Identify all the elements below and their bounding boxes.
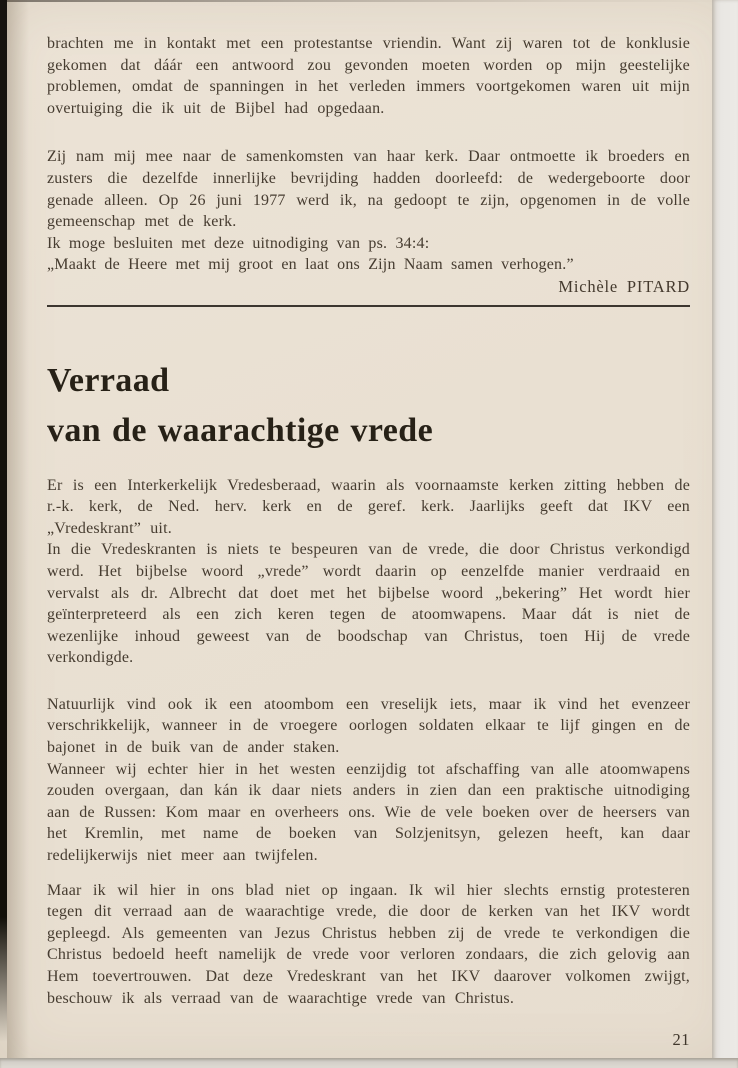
psalm-quote: „Maakt de Heere met mij groot en laat ons Zijn Naam samen verhogen.” (47, 256, 574, 274)
testimony-closing-line: Ik moge besluiten met deze uitnodiging van ps. 34:4: (47, 234, 430, 252)
article-title-line-2: van de waarachtige vrede (47, 411, 434, 449)
article-title (47, 356, 690, 456)
article-block-1 (47, 475, 690, 669)
page-curvature-shadow (7, 0, 29, 1058)
scan-bottom-edge (0, 1058, 738, 1068)
article-paragraph: Maar ik wil hier in ons blad niet op ingaan. Ik wil hier slechts ernstig protesteren tegen dit verraad aan de waarachtige vrede, die door de kerken van het IKV wordt gepleegd. Als gemeenten van Jezus Christus hebben zij de vrede te verkondigen die Christus bedoeld heeft namelijk de vrede voor verloren zondaars, die zich gelovig aan Hem toevertrouwen. Dat deze Vredeskrant van het IKV daarover volkomen zwijgt, beschouw ik als verraad van de waarachtige vrede van Christus. (47, 881, 690, 1007)
article-block-3 (47, 880, 690, 1010)
testimony-paragraph-continuation: brachten me in kontakt met een protestantse vriendin. Want zij waren tot de konklusie gekomen dat dáár een antwoord zou gevonden moeten worden op mijn geestelijke problemen, omdat de spanningen in het verleden immers voortgekomen waren uit mijn overtuiging die ik uit de Bijbel had opgedaan. (47, 35, 690, 117)
section-divider-rule (47, 305, 690, 307)
article-title-line-1: Verraad (47, 361, 170, 399)
article-paragraph: Wanneer wij echter hier in het westen eenzijdig tot afschaffing van alle atoomwapens zouden overgaan, dan kán ik daar niets anders in zien dan een praktische uitnodiging aan de Russen: Kom maar en overheers ons. Wie de vele boeken over de heersers van het Kremlin, met name de boeken van Solzjenitsyn, gelezen heeft, kan daar redelijkerwijs niet meer aan twijfelen. (47, 760, 690, 865)
author-signature: Michèle PITARD (558, 276, 690, 296)
page-content (47, 0, 690, 1009)
scan-right-edge (712, 0, 738, 1068)
article-paragraph: Natuurlijk vind ook ik een atoombom een vreselijk iets, maar ik vind het evenzeer verschrikkelijk, wanneer in de vroegere oorlogen soldaten elkaar te lijf gingen en de bajonet in de buik van de ander staken. (47, 695, 690, 757)
page-number: 21 (672, 1030, 690, 1049)
scan-left-edge (0, 0, 7, 1042)
testimony-paragraph: Zij nam mij mee naar de samenkomsten van haar kerk. Daar ontmoette ik broeders en zusters die dezelfde innerlijke bevrijding hadden doorleefd: de wedergeboorte door genade alleen. Op 26 juni 1977 werd ik, na gedoopt te zijn, opgenomen in de volle gemeenschap met de kerk. (47, 148, 690, 231)
article-paragraph: In die Vredeskranten is niets te bespeuren van de vrede, die door Christus verkondigd werd. Het bijbelse woord „vrede” wordt daarin op eenzelfde manier verdraaid en vervalst als dr. Albrecht dat doet met het bijbelse woord „bekering” Het wordt hier geïnterpreteerd als een zich keren tegen de atoomwapens. Maar dát is niet de wezenlijke inhoud geweest van de boodschap van Christus, toen Hij de vrede verkondigde. (47, 541, 690, 667)
article-paragraph: Er is een Interkerkelijk Vredesberaad, waarin als voornaamste kerken zitting hebben de r.-k. kerk, de Ned. herv. kerk en de geref. kerk. Jaarlijks geeft dat IKV een „Vredeskrant” uit. (47, 476, 690, 537)
article-block-2 (47, 694, 690, 867)
